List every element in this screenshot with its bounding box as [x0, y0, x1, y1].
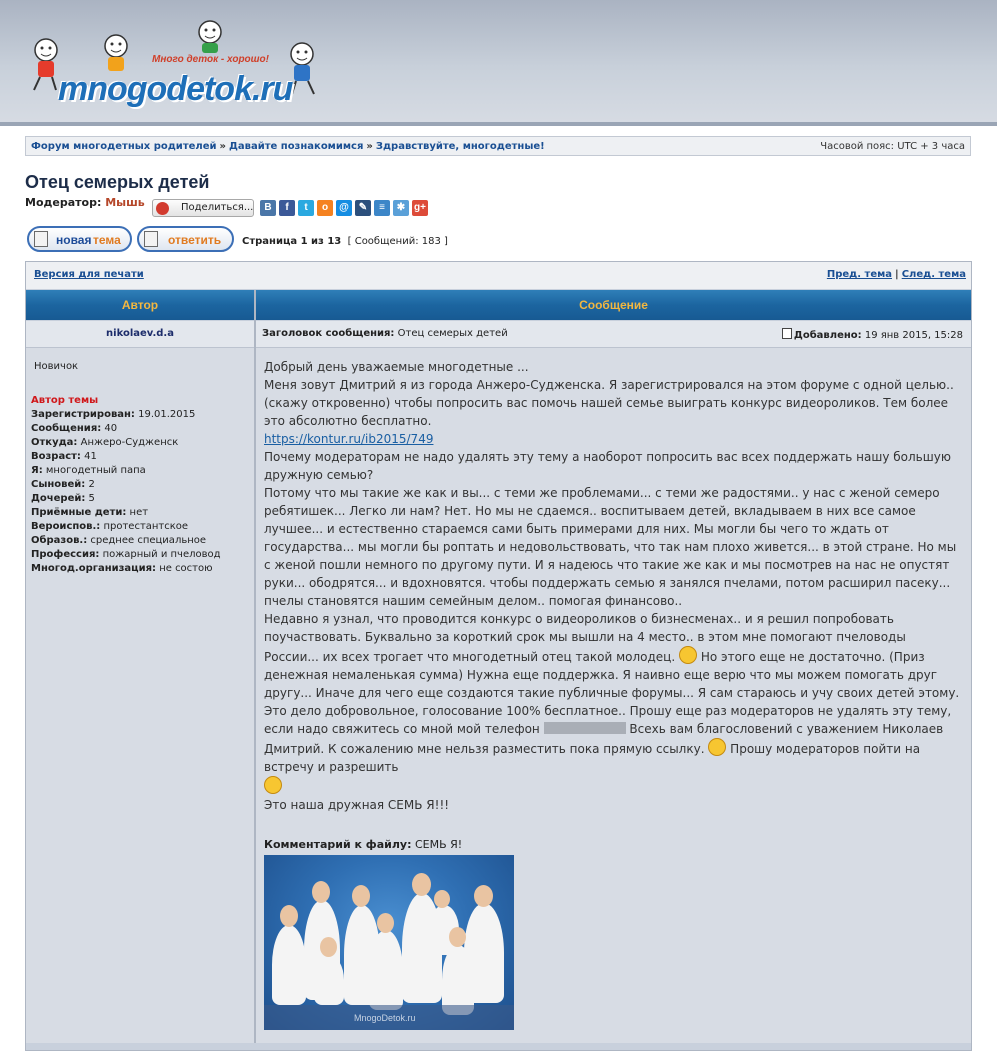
profile-field: [31, 562, 251, 576]
photo-person-head: [434, 890, 450, 908]
odnoklassniki-icon[interactable]: o: [317, 200, 333, 216]
prev-topic-link[interactable]: Пред. тема: [826, 269, 893, 280]
post-paragraph: Прошу модераторов пойти на встречу и разрешить: [264, 742, 921, 774]
family-photo[interactable]: [264, 855, 514, 1030]
photo-person-head: [449, 927, 466, 947]
topic-title[interactable]: Отец семерых детей: [25, 172, 210, 192]
post-date-label: Добавлено:: [793, 330, 862, 341]
photo-person-head: [377, 913, 394, 933]
profile-field: [31, 422, 251, 436]
contest-link[interactable]: https://kontur.ru/ib2015/749: [264, 432, 434, 446]
profile-field-value: многодетный папа: [42, 465, 146, 476]
timezone-label: Часовой пояс: UTC + 3 часа: [820, 141, 965, 152]
share-icon: [156, 202, 169, 215]
profile-field-label: Зарегистрирован:: [31, 409, 135, 420]
please-smiley-icon: [708, 738, 726, 756]
post-subject-text: Отец семерых детей: [397, 328, 508, 339]
reply-button[interactable]: [137, 226, 234, 252]
photo-person-head: [412, 873, 431, 896]
profile-field: [31, 534, 251, 548]
profile-field-label: Образов.:: [31, 535, 88, 546]
post-icon[interactable]: [782, 328, 792, 339]
moderator-line: [25, 196, 145, 209]
liveinternet-icon[interactable]: ≡: [374, 200, 390, 216]
profile-field: [31, 450, 251, 464]
print-version-link[interactable]: Версия для печати: [34, 269, 144, 280]
profile-field-value: 2: [85, 479, 95, 490]
profile-field-value: протестантское: [100, 521, 189, 532]
topic-navigation: [827, 269, 966, 280]
photo-person-head: [320, 937, 337, 957]
breadcrumb-bar: [25, 136, 971, 156]
new-topic-label-1: новая: [56, 233, 92, 247]
profile-field-value: нет: [126, 507, 149, 518]
post-paragraph: Почему модераторам не надо удалять эту тему а наоборот попросить вас всех поддержать нашу большую дружную семью?: [264, 450, 951, 482]
profile-field-value: 19.01.2015: [134, 409, 196, 420]
page-counter: Страница 1 из 13: [242, 236, 342, 247]
post-subject-label: Заголовок сообщения:: [262, 328, 395, 339]
breadcrumb-separator: »: [366, 141, 373, 152]
profile-field-value: среднее специальное: [87, 535, 207, 546]
profile-field: [31, 436, 251, 450]
profile-field-value: 5: [85, 493, 95, 504]
profile-field-label: Сообщения:: [31, 423, 102, 434]
profile-field-label: Вероиспов.:: [31, 521, 101, 532]
site-slogan: Много деток - хорошо!: [152, 54, 269, 65]
attachment-comment: [264, 838, 462, 851]
post-date-value: 19 янв 2015, 15:28: [864, 330, 963, 341]
profile-field: [31, 464, 251, 478]
profile-field: [31, 478, 251, 492]
author-rank: Новичок: [34, 361, 79, 372]
attachment-comment-text: СЕМЬ Я!: [414, 838, 463, 851]
profile-field-value: 41: [80, 451, 97, 462]
post-subject: [262, 328, 508, 339]
profile-field-label: Откуда:: [31, 437, 78, 448]
photo-person: [369, 930, 403, 1010]
breadcrumb-link-intro[interactable]: Давайте познакомимся: [228, 141, 364, 152]
new-topic-button[interactable]: [27, 226, 132, 252]
pagination-info: [242, 236, 448, 247]
messages-count: [ Сообщений: 183 ]: [347, 236, 448, 247]
nav-separator: |: [895, 269, 899, 280]
photo-person-head: [280, 905, 298, 927]
print-bar: [26, 262, 971, 289]
phone-redacted: [544, 722, 626, 734]
photo-person-head: [312, 881, 330, 903]
author-profile: [31, 360, 251, 576]
moderator-link[interactable]: Мышь: [105, 196, 145, 209]
photo-person: [272, 925, 306, 1005]
livejournal-icon[interactable]: ✎: [355, 200, 371, 216]
profile-fields: [31, 408, 251, 576]
reply-label: ответить: [168, 233, 222, 247]
document-icon: [34, 231, 48, 247]
profile-field-label: Многод.организация:: [31, 563, 157, 574]
breadcrumb-separator: »: [219, 141, 226, 152]
topic-starter-badge: Автор темы: [31, 395, 99, 406]
profile-field: [31, 492, 251, 506]
cool-smiley-icon: [679, 646, 697, 664]
profile-field-value: пожарный и пчеловод: [99, 549, 221, 560]
post-paragraph: Меня зовут Дмитрий я из города Анжеро-Судженска. Я зарегистрировался на этом форуме с одной целью.. (скажу откровенно) чтобы попросить вас помочь нашей семье выиграть конкурс видеороликов. Тем более это абсолютно бесплатно.: [264, 378, 954, 428]
post-paragraph: Это дело добровольное, голосование 100% бесплатное.. Прошу еще раз модераторов не удалять эту тему, если надо свяжитесь со мной мой телефон: [264, 704, 952, 736]
googleplus-icon[interactable]: g+: [412, 200, 428, 216]
post-paragraph: Потому что мы такие же как и вы... с теми же проблемами... с теми же радостями.. у нас с женой семеро ребятишек... Легко ли нам? Нет. Но мы не сдаемся.. воспитываем детей, вкладываем в них все самое лучшее... и естественно стараемся сами быть примерами для них. Мы могли бы чего то ждать от государства... мы могли бы роптать и недовольствовать, что так нам плохо живется... в этой стране. Но мы с женой пошли немного по другому пути. И я надеюсь что такие же как и мы посмотрев на нас не опустят руки... ободрятся... и вдохновятся. чтобы поддержать семью я занялся пчелами, потом расширил пасеку... пчелы становятся нашим семейным делом.. помогая финансово..: [264, 486, 957, 608]
flower-smiley-icon: [264, 776, 282, 794]
post-paragraph: Добрый день уважаемые многодетные ...: [264, 360, 529, 374]
post-header: [256, 321, 971, 348]
header-divider: [0, 122, 997, 126]
breadcrumb-link-forum[interactable]: Форум многодетных родителей: [31, 141, 217, 152]
vkontakte-icon[interactable]: B: [260, 200, 276, 216]
profile-field: [31, 506, 251, 520]
post-paragraph: Недавно я узнал, что проводится конкурс о видеороликов о бизнесменах.. и я решил попробовать поучаствовать. Буквально за короткий срок мы вышли на 4 место.. в этом мне помогают пчеловоды России... их всех трогает что многодетный отец такой молодец.: [264, 612, 906, 664]
settings-share-icon[interactable]: ✱: [393, 200, 409, 216]
profile-field-label: Профессия:: [31, 549, 100, 560]
author-column-header: Автор: [26, 290, 254, 320]
new-topic-label-2: тема: [93, 233, 121, 247]
profile-field-label: Я:: [31, 465, 43, 476]
post-body: [264, 358, 964, 814]
author-username[interactable]: nikolaev.d.a: [26, 321, 254, 348]
site-logo-text: mnogodetok.ru: [58, 70, 293, 108]
next-topic-link[interactable]: След. тема: [901, 269, 966, 280]
post-paragraph: Но этого еще не достаточно. (Приз денежная немаленькая сумма) Нужна еще поддержка. Я наивно еще верю что мы можем помогать друг другу... Иначе для чего еще создаются такие публичные форумы... Я сам стараюсь и учу своих детей этому.: [264, 650, 960, 700]
breadcrumb: [31, 141, 545, 152]
moderator-label: Модератор:: [25, 196, 102, 209]
profile-field: [31, 548, 251, 562]
breadcrumb-link-hello[interactable]: Здравствуйте, многодетные!: [375, 141, 545, 152]
photo-person-head: [352, 885, 370, 907]
profile-field-label: Возраст:: [31, 451, 81, 462]
column-divider: [254, 290, 256, 1043]
document-icon: [144, 231, 158, 247]
post-paragraph: Это наша дружная СЕМЬ Я!!!: [264, 798, 450, 812]
mailru-icon[interactable]: @: [336, 200, 352, 216]
profile-field-label: Дочерей:: [31, 493, 86, 504]
post-date: [782, 328, 963, 341]
share-button[interactable]: [152, 199, 254, 217]
photo-watermark: MnogoDetok.ru: [354, 1013, 416, 1023]
facebook-icon[interactable]: f: [279, 200, 295, 216]
post-paragraph: Всехь вам благословений с уважением Николаев Дмитрий. К сожалению мне нельзя разместить пока прямую ссылку.: [264, 722, 944, 756]
site-logo[interactable]: [24, 18, 334, 108]
profile-field: [31, 408, 251, 422]
attachment-comment-label: Комментарий к файлу:: [264, 838, 412, 851]
profile-field-value: 40: [101, 423, 118, 434]
profile-field-label: Сыновей:: [31, 479, 86, 490]
photo-person: [314, 955, 344, 1005]
share-label: Поделиться...: [181, 202, 254, 213]
profile-field-value: Анжеро-Судженск: [77, 437, 179, 448]
photo-person-head: [474, 885, 493, 907]
profile-field-label: Приёмные дети:: [31, 507, 127, 518]
twitter-icon[interactable]: t: [298, 200, 314, 216]
message-column-header: Сообщение: [256, 290, 971, 320]
profile-field-value: не состою: [156, 563, 213, 574]
profile-field: [31, 520, 251, 534]
